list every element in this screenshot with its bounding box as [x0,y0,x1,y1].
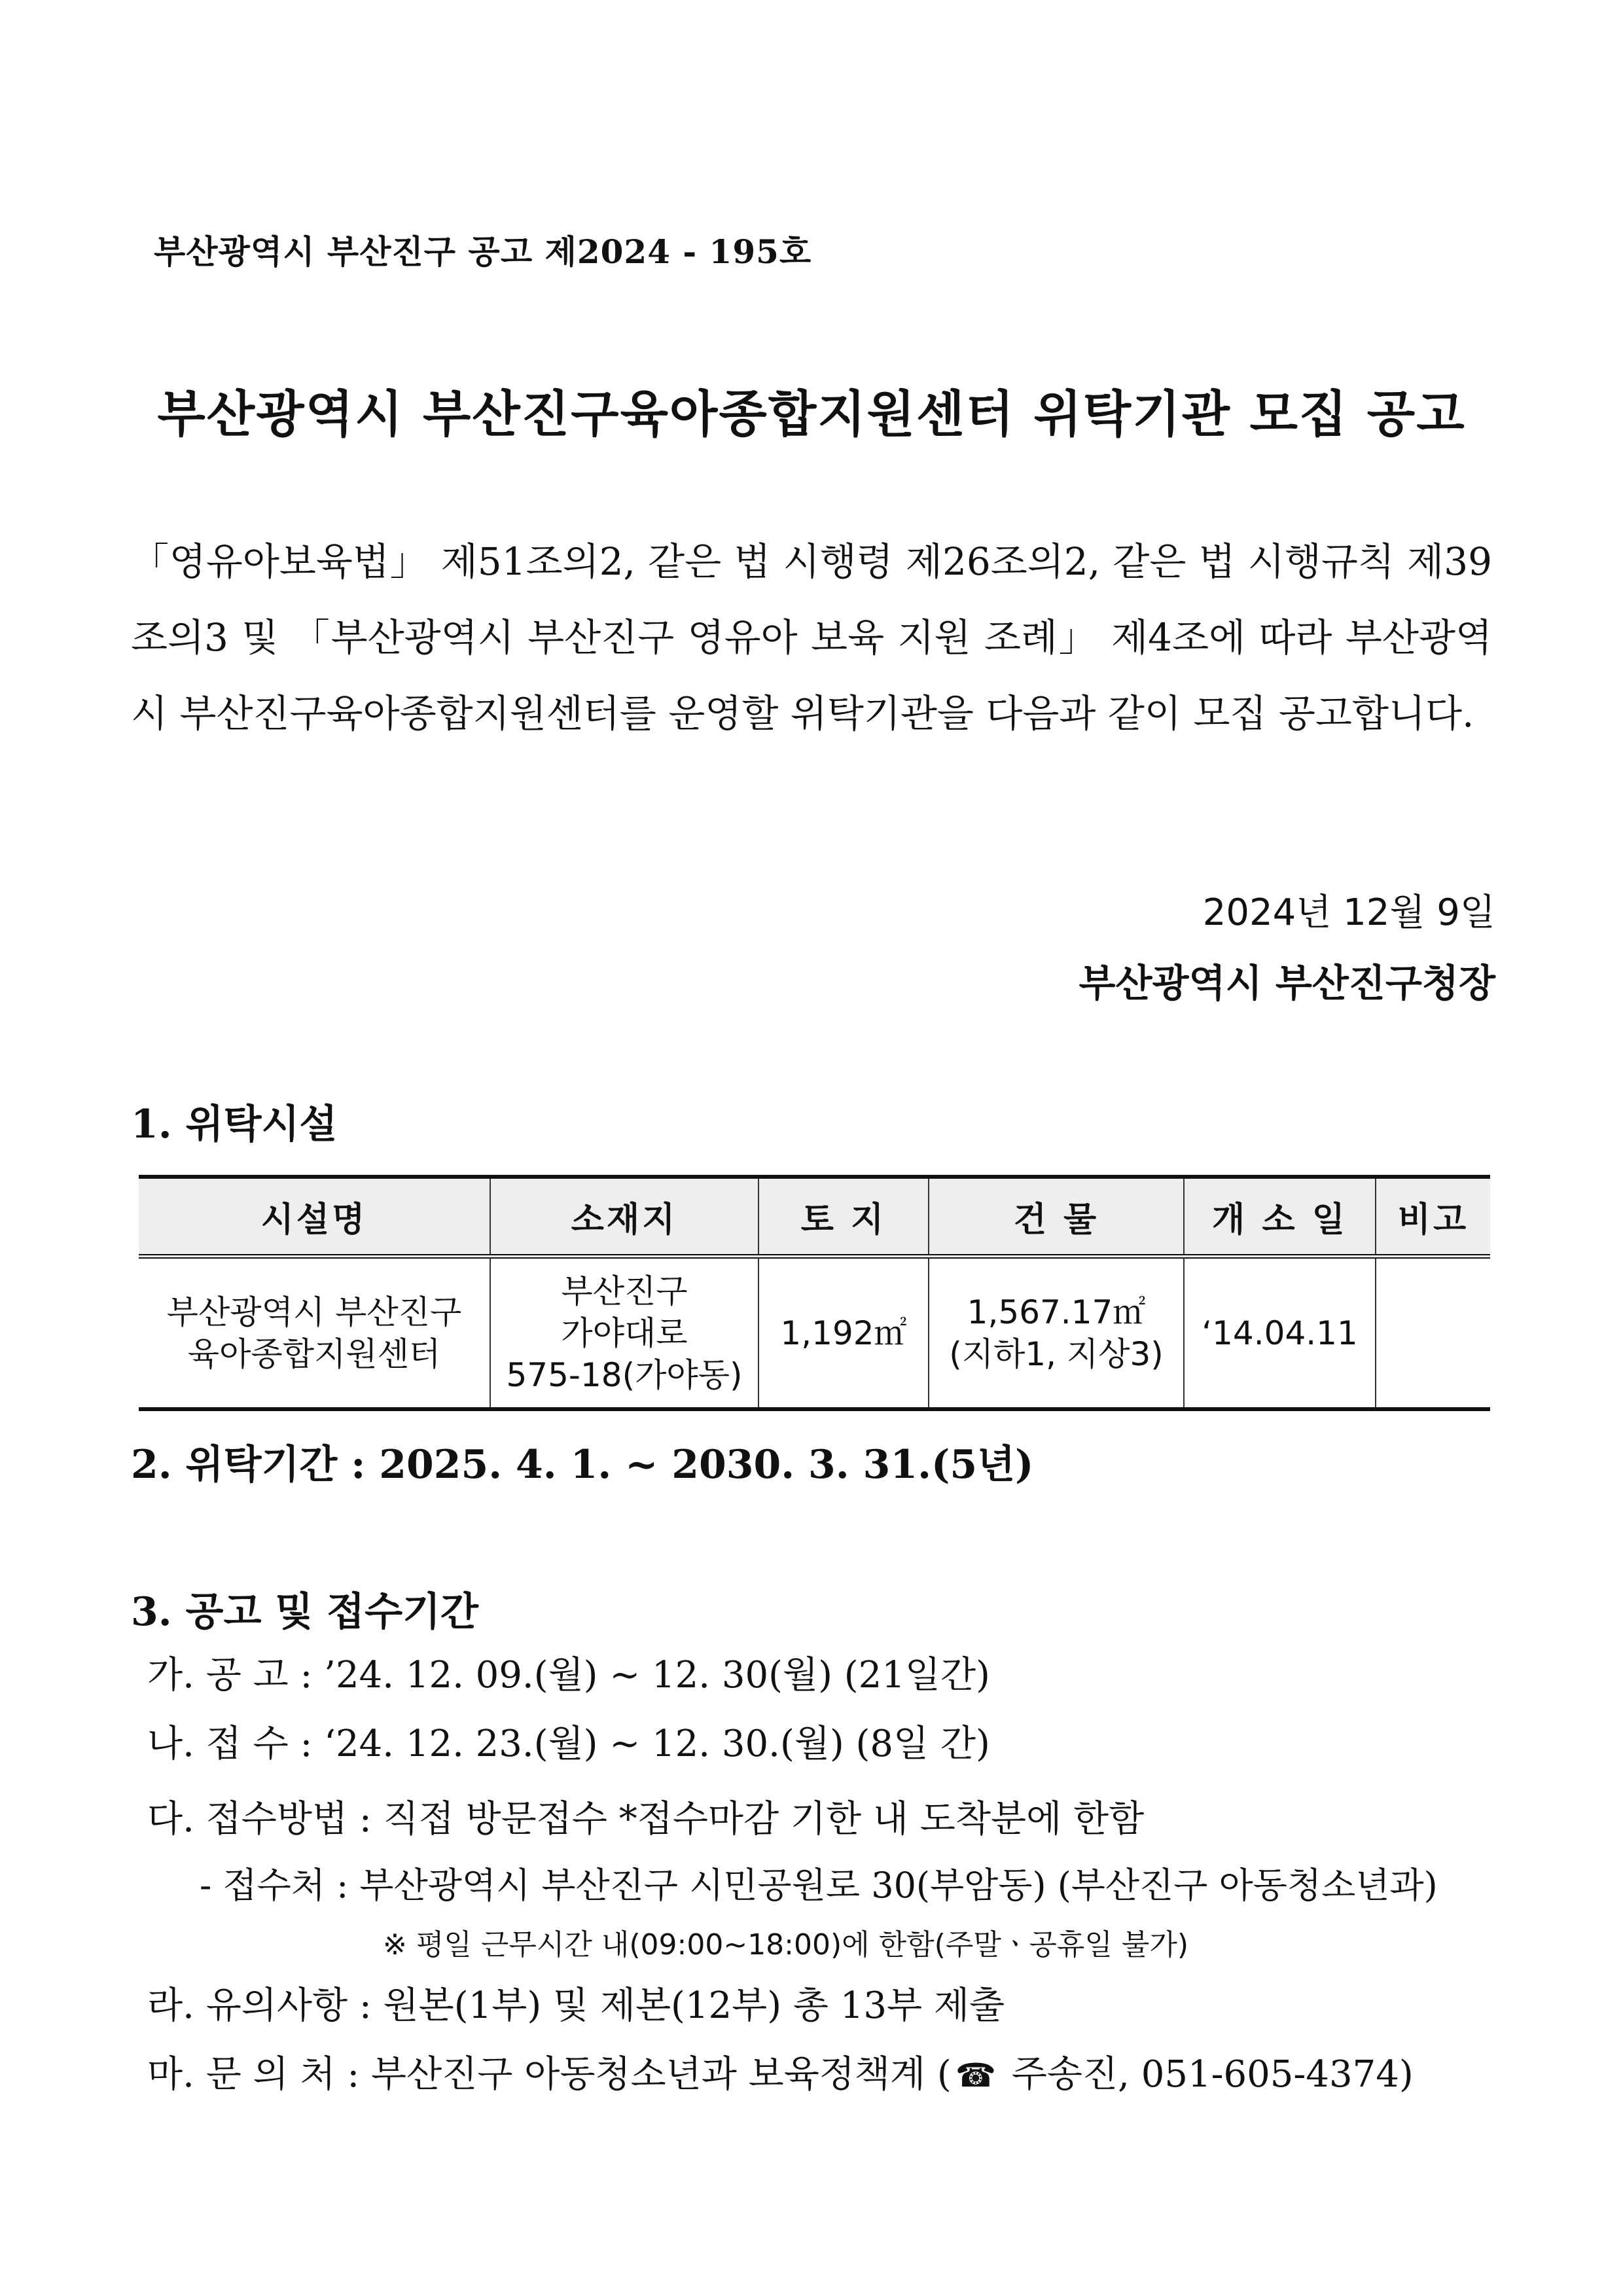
cell-facility-name [139,1257,490,1410]
header-opening-date: 개 소 일 [1184,1177,1376,1257]
header-location: 소재지 [490,1177,758,1257]
facility-name-line1: 부산광역시 부산진구 [166,1293,462,1331]
contact-info [147,2045,1414,2098]
cell-opening-date: ‘14.04.11 [1184,1257,1376,1410]
receipt-period: 나. 접 수 : ‘24. 12. 23.(월) ~ 12. 30.(월) (8일 간) [147,1723,990,1765]
cell-building [929,1257,1184,1410]
facility-name-line2: 육아종합지원센터 [187,1335,441,1373]
cell-remarks [1376,1257,1490,1410]
page-title: 부산광역시 부산진구육아종합지원센터 위탁기관 모집 공고 [157,385,1466,443]
header-land: 토 지 [758,1177,929,1257]
issue-date: 2024년 12월 9일 [1202,891,1495,934]
receipt-method: 다. 접수방법 : 직접 방문접수 *접수마감 기한 내 도착분에 한함 [147,1798,1145,1840]
building-floors: (지하1, 지상3) [949,1335,1164,1373]
section-2-heading: 2. 위탁기간 : 2025. 4. 1. ~ 2030. 3. 31.(5년) [131,1442,1034,1488]
cell-land: 1,192㎡ [758,1257,929,1410]
header-building: 건 물 [929,1177,1184,1257]
contact-suffix: 주송진, 051-605-4374) [1000,2053,1414,2096]
section-1-heading: 1. 위탁시설 [131,1102,338,1147]
receipt-place: - 접수처 : 부산광역시 부산진구 시민공원로 30(부암동) (부산진구 아동청소년과) [200,1865,1438,1906]
intro-paragraph: 「영유아보육법」 제51조의2, 같은 법 시행령 제26조의2, 같은 법 시행규칙 제39조의3 및 「부산광역시 부산진구 영유아 보육 지원 조례」 제4조에 따라 부산광역시 부산진구육아종합지원센터를 운영할 위탁기관을 다음과 같이 모집 공고합니다. [131,539,1492,736]
table-header-row [139,1177,1490,1257]
issuer-name: 부산광역시 부산진구청장 [1079,961,1495,1005]
receipt-hours-note: ※ 평일 근무시간 내(09:00~18:00)에 한함(주말ㆍ공휴일 불가) [383,1928,1189,1962]
notice-period: 가. 공 고 : ’24. 12. 09.(월) ~ 12. 30(월) (21일간) [147,1654,990,1696]
notice-number: 부산광역시 부산진구 공고 제2024 - 195호 [154,232,812,271]
contact-prefix: 마. 문 의 처 : 부산진구 아동청소년과 보육정책계 ( [147,2053,952,2096]
building-area: 1,567.17㎡ [967,1293,1146,1331]
section-3-heading: 3. 공고 및 접수기간 [131,1589,479,1635]
phone-icon: ☎ [955,2056,997,2094]
address-line2: 가야대로 [561,1314,688,1352]
cell-location [490,1257,758,1410]
facility-table [139,1175,1490,1411]
address-line1: 부산진구 [561,1272,688,1310]
header-facility-name: 시설명 [139,1177,490,1257]
address-line3: 575-18(가야동) [506,1355,743,1394]
table-row [139,1257,1490,1410]
header-remarks: 비고 [1376,1177,1490,1257]
submission-notes: 라. 유의사항 : 원본(1부) 및 제본(12부) 총 13부 제출 [147,1984,1005,2027]
